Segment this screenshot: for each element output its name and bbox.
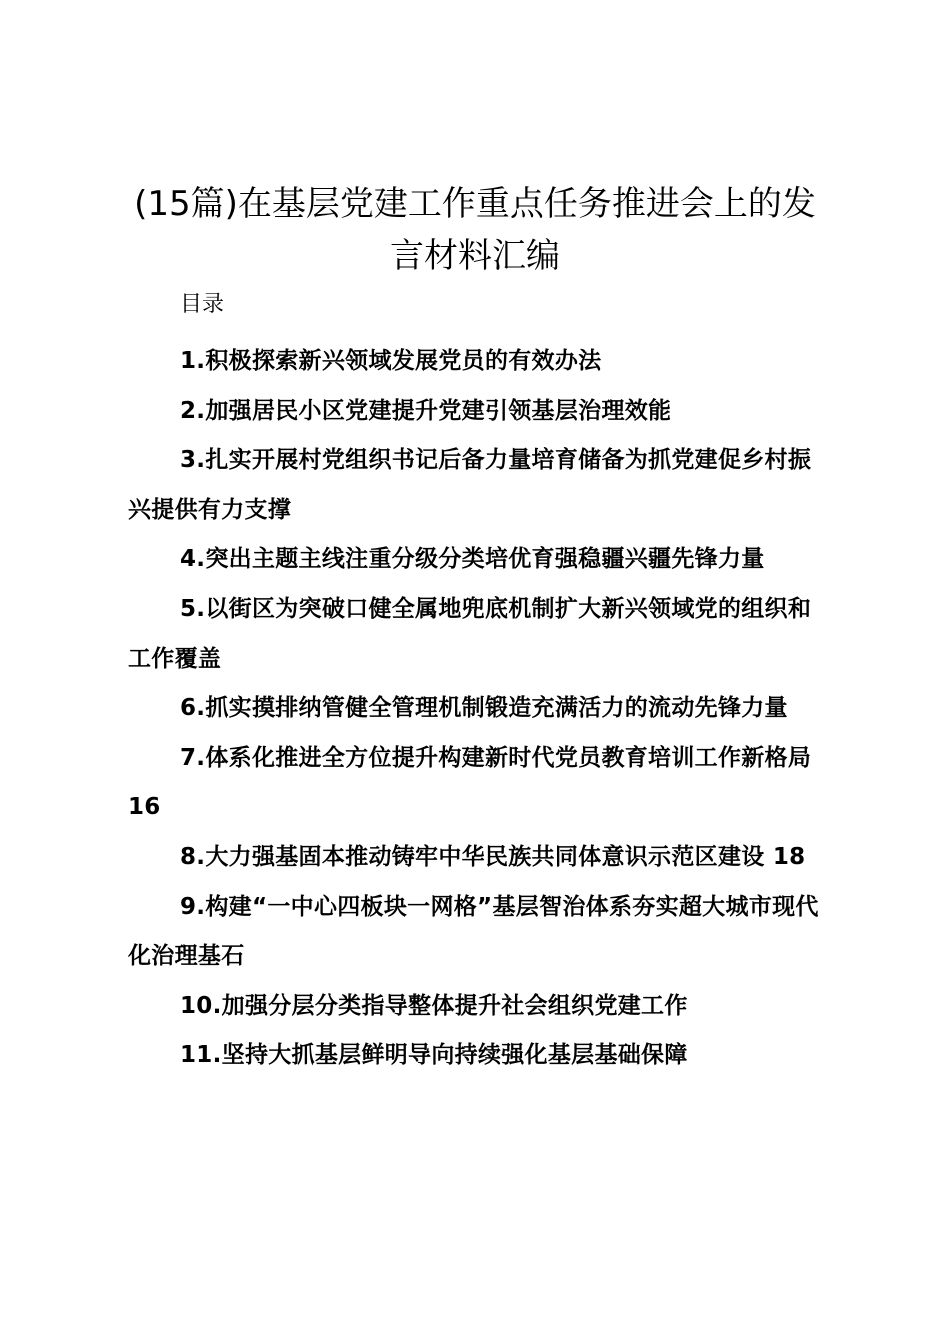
toc-item-1: 1.积极探索新兴领域发展党员的有效办法 [180, 348, 602, 374]
toc-heading: 目录 [180, 292, 225, 317]
toc-item-3: 3.扎实开展村党组织书记后备力量培育储备为抓党建促乡村振兴提供有力支撑 [128, 447, 812, 523]
toc-item-10: 10.加强分层分类指导整体提升社会组织党建工作 [180, 992, 688, 1019]
toc-item-5: 5.以街区为突破口健全属地兜底机制扩大新兴领域党的组织和工作覆盖 [128, 595, 812, 672]
toc-item-8: 8.大力强基固本推动铸牢中华民族共同体意识示范区建设 18 [180, 843, 806, 870]
toc-item-4: 4.突出主题主线注重分级分类培优育强稳疆兴疆先锋力量 [180, 546, 765, 573]
document-title: (15篇)在基层党建工作重点任务推进会上的发言材料汇编 [134, 184, 816, 276]
toc-item-9: 9.构建“一中心四板块一网格”基层智治体系夯实超大城市现代化治理基石 [128, 893, 819, 970]
toc-item-6: 6.抓实摸排纳管健全管理机制锻造充满活力的流动先锋力量 [180, 695, 788, 722]
toc-item-7: 7.体系化推进全方位提升构建新时代党员教育培训工作新格局 16 [128, 744, 812, 821]
toc-item-2: 2.加强居民小区党建提升党建引领基层治理效能 [180, 397, 672, 424]
toc-item-11: 11.坚持大抓基层鲜明导向持续强化基层基础保障 [180, 1042, 688, 1069]
table-of-contents [128, 337, 834, 1081]
